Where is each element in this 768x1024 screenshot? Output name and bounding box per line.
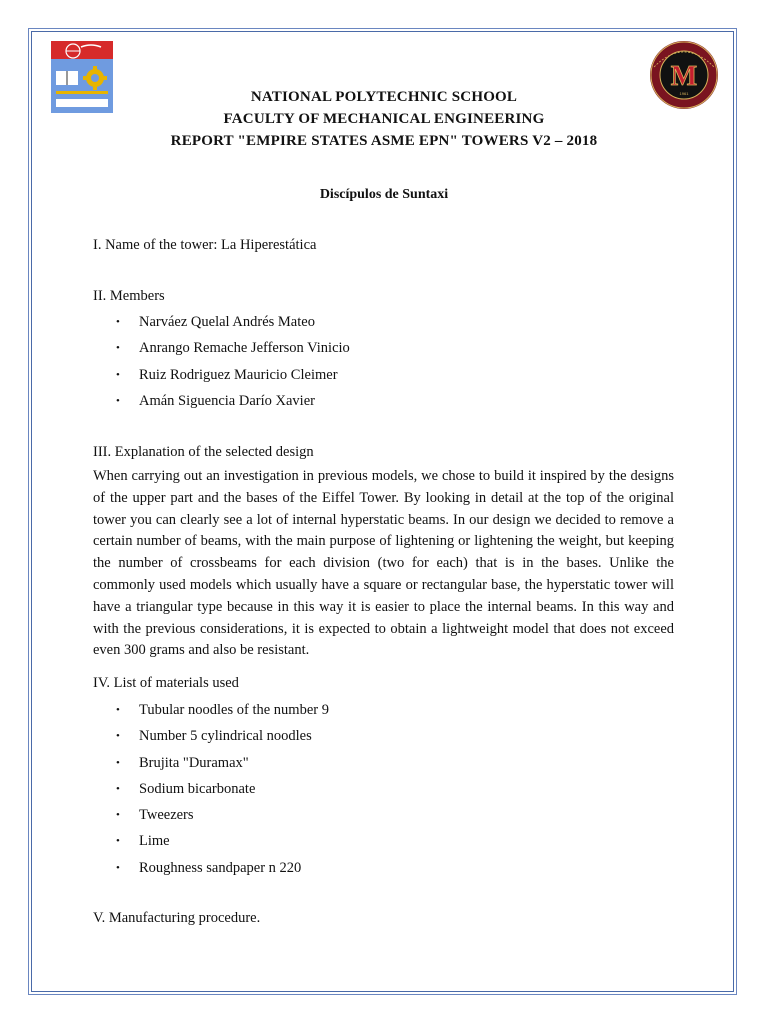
list-item: • Lime (116, 833, 170, 850)
materials-list (116, 697, 329, 881)
list-item: • Anrango Remache Jefferson Vinicio (116, 340, 350, 357)
design-heading: III. Explanation of the selected design (93, 444, 314, 460)
list-item: • Roughness sandpaper n 220 (116, 859, 302, 876)
header-faculty: FACULTY OF MECHANICAL ENGINEERING (223, 111, 545, 127)
design-paragraph: When carrying out an investigation in previous models, we chose to build it inspired by the designs of the upper part and the bases of the Eiffel Tower. By looking in detail at the top of the original tower you can clearly see a lot of internal hyperstatic beams. In our design we decided to remove a certain number of beams, with the main purpose of lightening or lightening the weight, but keeping the number of crossbeams for each division (two for each) that is in the bases. Unlike the commonly used models which usually have a square or rectangular base, the hyperstatic tower will have a triangular type because in this way it is easier to place the internal beams. In this way and with the previous considerations, it is expected to obtain a lightweight model that does not exceed even 300 grams and also be resistant. (93, 468, 674, 659)
header-report: REPORT "EMPIRE STATES ASME EPN" TOWERS V2 – 2018 (170, 133, 598, 149)
seal-year: 1961 (679, 91, 689, 96)
mechanical-engineering-seal-icon (640, 39, 728, 111)
tower-name-heading: I. Name of the tower: La Hiperestática (93, 237, 317, 253)
members-list (116, 309, 350, 414)
list-item: • Ruiz Rodriguez Mauricio Cleimer (116, 366, 338, 383)
epn-crest-icon (51, 41, 113, 113)
list-item: • Brujita "Duramax" (116, 754, 249, 771)
procedure-heading: V. Manufacturing procedure. (93, 910, 261, 926)
seal-letter: M (670, 61, 698, 92)
list-item: • Narváez Quelal Andrés Mateo (116, 314, 315, 330)
list-item: • Tweezers (116, 807, 194, 824)
materials-heading: IV. List of materials used (93, 675, 239, 691)
list-item: • Number 5 cylindrical noodles (116, 728, 312, 745)
list-item: • Amán Siguencia Darío Xavier (116, 392, 315, 409)
team-name: Discípulos de Suntaxi (319, 187, 449, 202)
list-item: • Sodium bicarbonate (116, 780, 256, 797)
members-heading: II. Members (93, 288, 165, 304)
header-school: NATIONAL POLYTECHNIC SCHOOL (250, 89, 518, 105)
document-header (120, 86, 648, 152)
list-item: • Tubular noodles of the number 9 (116, 702, 329, 718)
